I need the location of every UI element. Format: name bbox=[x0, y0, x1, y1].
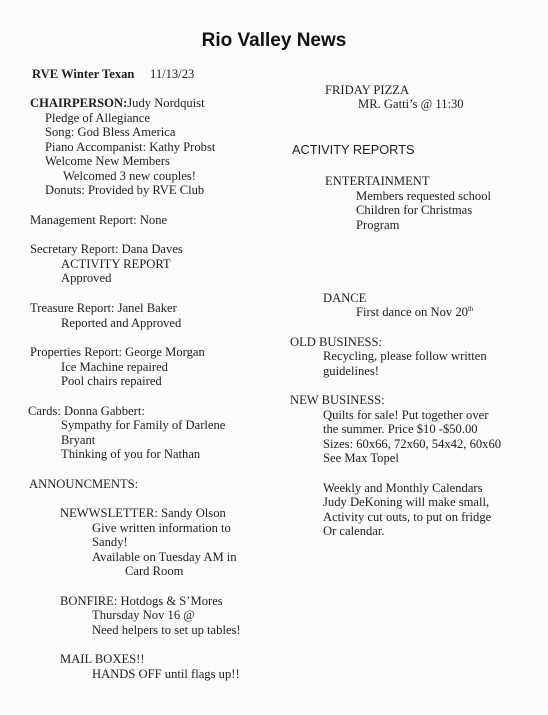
new-business-line: See Max Topel bbox=[323, 451, 399, 465]
chair-line: Donuts: Provided by RVE Club bbox=[45, 183, 205, 197]
cards-report: Cards: Donna Gabbert: bbox=[28, 404, 145, 418]
newsletter-heading: NEWWSLETTER: Sandy Olson bbox=[60, 506, 226, 520]
new-business-line: Quilts for sale! Put together over bbox=[323, 408, 489, 422]
cards-line: Thinking of you for Nathan bbox=[61, 447, 201, 461]
cards-line: Bryant bbox=[61, 433, 96, 447]
management-report: Management Report: None bbox=[30, 213, 168, 227]
newsletter-line: Give written information to bbox=[92, 521, 231, 535]
chair-line: Welcome New Members bbox=[45, 154, 170, 168]
mailboxes-heading: MAIL BOXES!! bbox=[60, 652, 145, 666]
newsletter-line: Available on Tuesday AM in bbox=[92, 550, 237, 564]
mailboxes-line: HANDS OFF until flags up!! bbox=[92, 667, 240, 681]
entertainment-heading: ENTERTAINMENT bbox=[325, 174, 430, 188]
dance-text: First dance on Nov 20 bbox=[356, 305, 468, 319]
entertainment-line: Children for Christmas bbox=[356, 203, 473, 217]
old-business-line: Recycling, please follow written bbox=[323, 349, 487, 363]
entertainment-line: Program bbox=[356, 218, 400, 232]
bonfire-line: Thursday Nov 16 @ bbox=[92, 608, 195, 622]
calendars-line: Or calendar. bbox=[323, 524, 385, 538]
bonfire-line: Need helpers to set up tables! bbox=[92, 623, 241, 637]
chairperson-label: CHAIRPERSON: bbox=[30, 96, 128, 110]
calendars-line: Weekly and Monthly Calendars bbox=[323, 481, 483, 495]
new-business-line: Sizes: 60x66, 72x60, 54x42, 60x60 bbox=[323, 437, 502, 451]
properties-line: Pool chairs repaired bbox=[61, 374, 162, 388]
properties-report: Properties Report: George Morgan bbox=[30, 345, 205, 359]
calendars-line: Judy DeKoning will make small, bbox=[323, 495, 490, 509]
new-business-line: the summer. Price $10 -$50.00 bbox=[323, 422, 478, 436]
dance-heading: DANCE bbox=[323, 291, 367, 305]
newsletter-line: Card Room bbox=[125, 564, 184, 578]
pizza-line: MR. Gatti’s @ 11:30 bbox=[358, 97, 464, 111]
treasure-line: Reported and Approved bbox=[61, 316, 182, 330]
header-date: 11/13/23 bbox=[150, 67, 195, 81]
pizza-heading: FRIDAY PIZZA bbox=[325, 83, 410, 97]
cards-line: Sympathy for Family of Darlene bbox=[61, 418, 226, 432]
chair-line: Pledge of Allegiance bbox=[45, 111, 150, 125]
bonfire-heading: BONFIRE: Hotdogs & S’Mores bbox=[60, 594, 223, 608]
secretary-line: Approved bbox=[61, 271, 112, 285]
chair-line: Welcomed 3 new couples! bbox=[63, 169, 196, 183]
dance-line bbox=[356, 305, 473, 320]
chair-line: Song: God Bless America bbox=[45, 125, 176, 139]
properties-line: Ice Machine repaired bbox=[61, 360, 168, 374]
old-business-heading: OLD BUSINESS: bbox=[290, 335, 383, 349]
newsletter-line: Sandy! bbox=[92, 535, 128, 549]
secretary-line: ACTIVITY REPORT bbox=[61, 257, 171, 271]
header-label: RVE Winter Texan bbox=[32, 67, 135, 81]
new-business-heading: NEW BUSINESS: bbox=[290, 393, 385, 407]
chairperson-name: Judy Nordquist bbox=[127, 96, 205, 110]
entertainment-line: Members requested school bbox=[356, 189, 491, 203]
announcements-heading: ANNOUNCMENTS: bbox=[29, 477, 139, 491]
secretary-report: Secretary Report: Dana Daves bbox=[30, 242, 183, 256]
activity-reports-heading: ACTIVITY REPORTS bbox=[292, 142, 415, 157]
dance-ordinal: th bbox=[467, 304, 474, 313]
newsletter-title: Rio Valley News bbox=[201, 30, 347, 51]
treasure-report: Treasure Report: Janel Baker bbox=[30, 301, 177, 315]
chair-line: Piano Accompanist: Kathy Probst bbox=[45, 140, 216, 154]
calendars-line: Activity cut outs, to put on fridge bbox=[323, 510, 492, 524]
chairperson-line bbox=[30, 96, 205, 111]
old-business-line: guidelines! bbox=[323, 364, 379, 378]
